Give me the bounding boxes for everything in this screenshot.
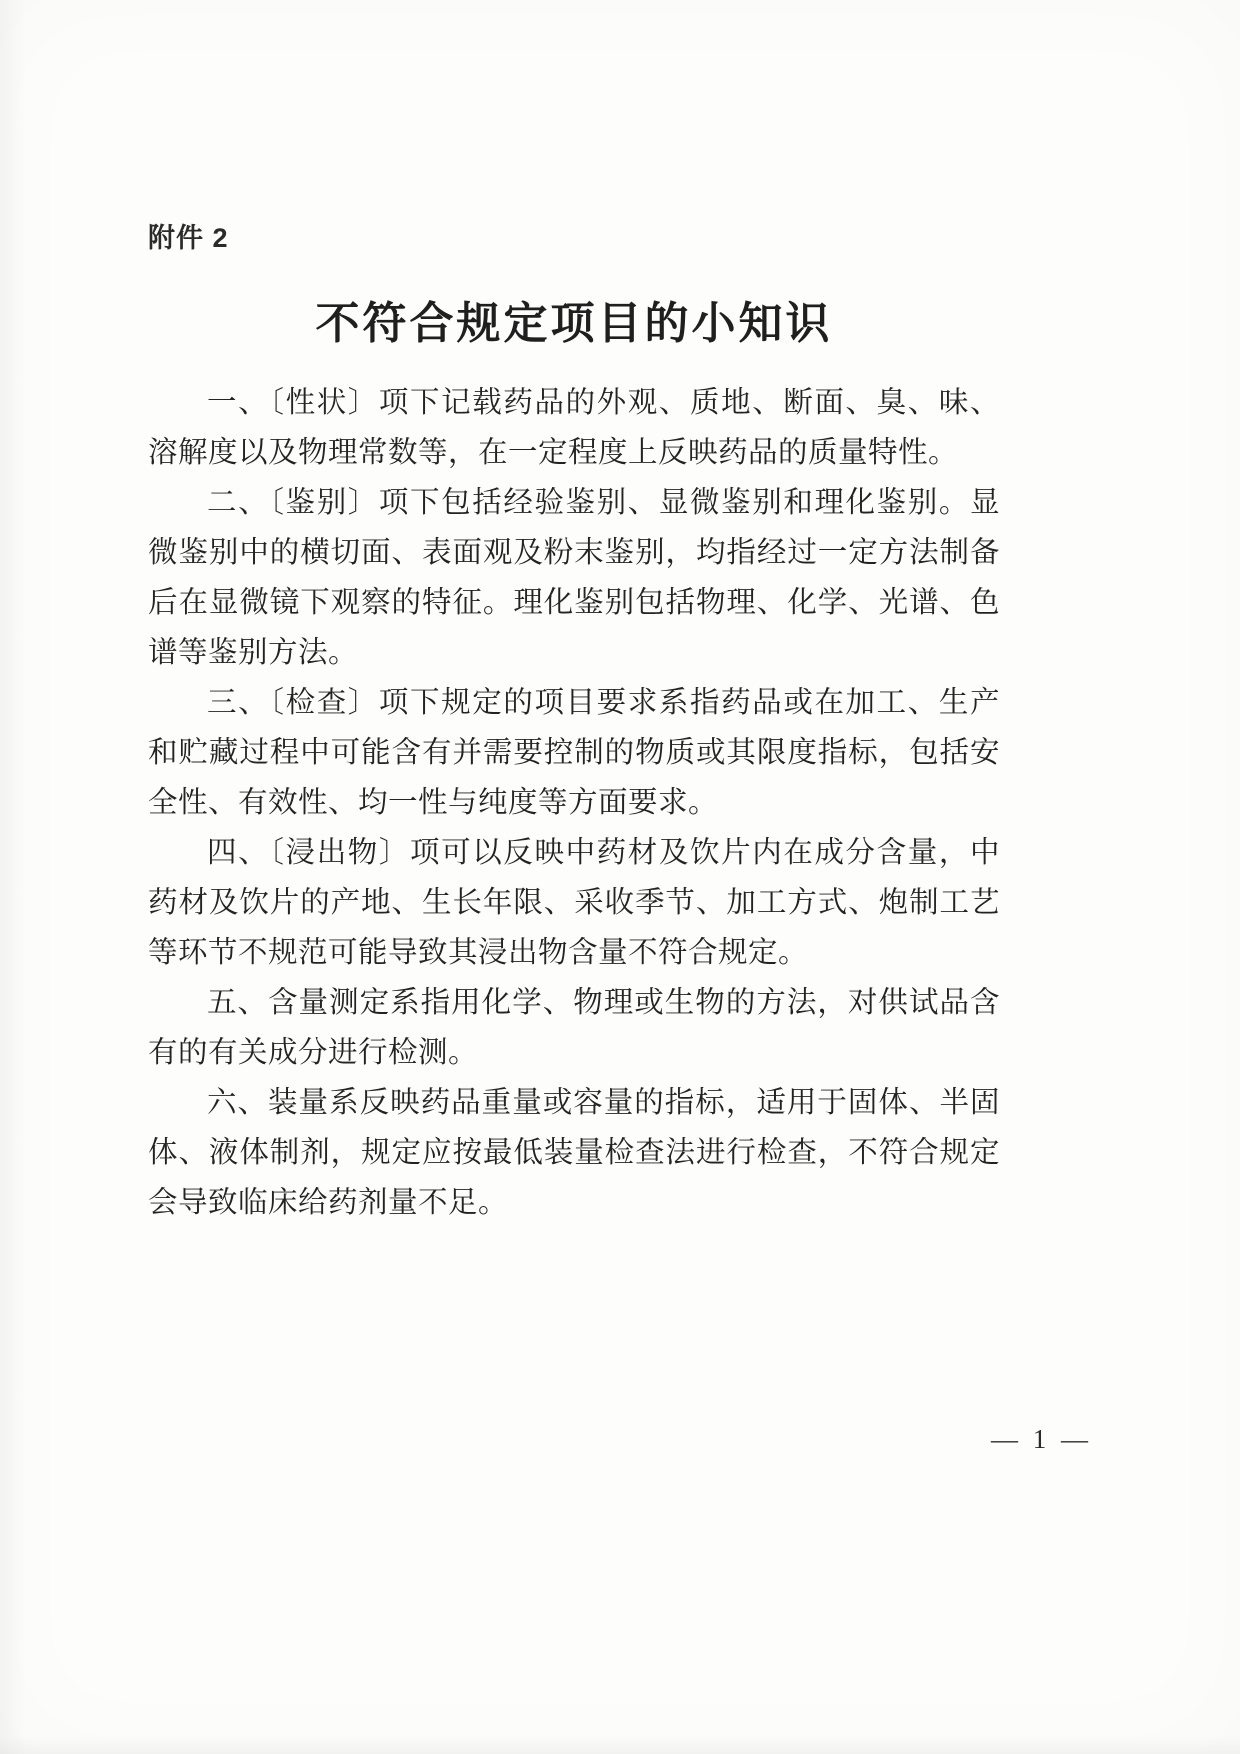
- scan-edge-shadow-bottom: [0, 1736, 1240, 1754]
- page-number: — 1 —: [991, 1424, 1092, 1454]
- paragraph-2: 二、〔鉴别〕项下包括经验鉴别、显微鉴别和理化鉴别。显微鉴别中的横切面、表面观及粉末鉴别，均指经过一定方法制备后在显微镜下观察的特征。理化鉴别包括物理、化学、光谱、色谱等鉴别方法。: [148, 487, 1000, 669]
- paragraph-5: 五、含量测定系指用化学、物理或生物的方法，对供试品含有的有关成分进行检测。: [148, 987, 1000, 1069]
- scan-edge-shadow-left: [0, 0, 26, 1754]
- paragraph-6: 六、装量系反映药品重量或容量的指标，适用于固体、半固体、液体制剂，规定应按最低装量检查法进行检查，不符合规定会导致临床给药剂量不足。: [148, 1087, 1000, 1219]
- paragraph-3: 三、〔检查〕项下规定的项目要求系指药品或在加工、生产和贮藏过程中可能含有并需要控制的物质或其限度指标，包括安全性、有效性、均一性与纯度等方面要求。: [148, 687, 1000, 819]
- paragraph-1: 一、〔性状〕项下记载药品的外观、质地、断面、臭、味、溶解度以及物理常数等，在一定程度上反映药品的质量特性。: [148, 387, 1000, 469]
- page-title: 不符合规定项目的小知识: [315, 299, 833, 349]
- paragraph-4: 四、〔浸出物〕项可以反映中药材及饮片内在成分含量，中药材及饮片的产地、生长年限、采收季节、加工方式、炮制工艺等环节不规范可能导致其浸出物含量不符合规定。: [148, 837, 1000, 969]
- document-body: [148, 378, 1000, 1228]
- attachment-label: 附件 2: [148, 223, 229, 253]
